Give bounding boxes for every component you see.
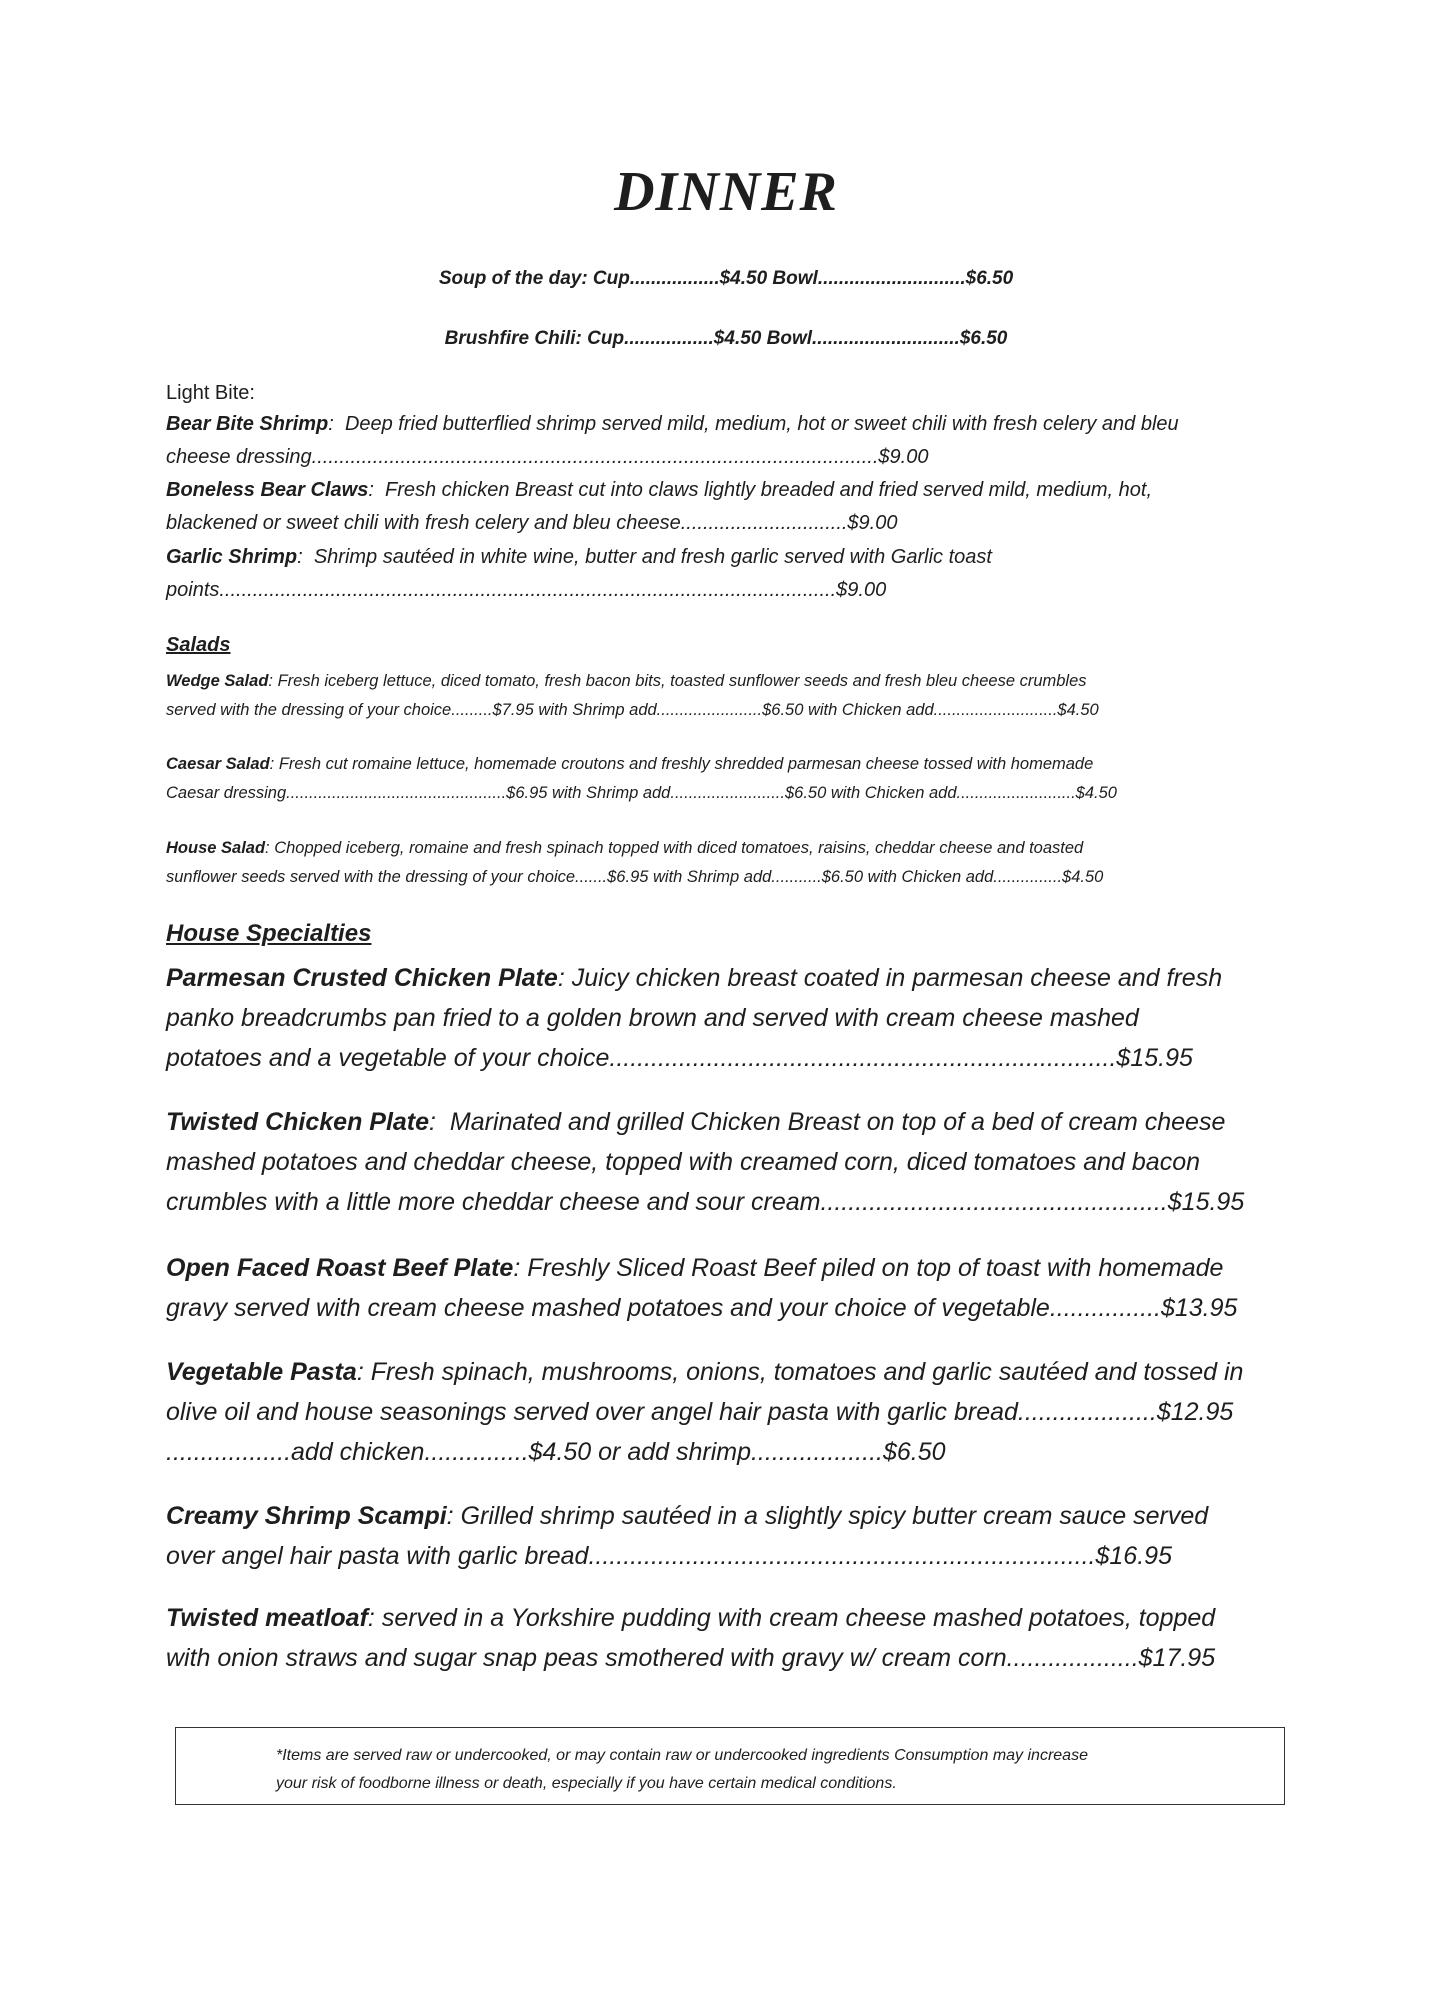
specialty-item: Twisted Chicken Plate: Marinated and grilled Chicken Breast on top of a bed of cream cheese mashed potatoes and cheddar cheese, topped with creamed corn, diced tomatoes and bacon crumbles with a little more cheddar cheese and sour cream..................................................$15.95 [166, 1102, 1316, 1222]
item-description: Fresh cut romaine lettuce, homemade croutons and freshly shredded parmesan cheese tossed with homemade [278, 755, 1094, 773]
specialty-item: Parmesan Crusted Chicken Plate: Juicy chicken breast coated in parmesan cheese and fresh panko breadcrumbs pan fried to a golden brown and served with cream cheese mashed potatoes and a vegetable of your choice.........................................................................$15.95 [166, 958, 1316, 1078]
salad-item: Caesar Salad: Fresh cut romaine lettuce, homemade croutons and freshly shredded parmesan cheese tossed with homemade Caesar dressing................................................$6.95 with Shrimp add.........................$6.50 with Chicken add..........................$4.50 [166, 750, 1316, 808]
item-description-cont: Caesar dressing................................................$6.95 with Shrimp add.........................$6.50 with Chicken add..........................$4.50 [166, 784, 1117, 802]
item-description-cont: mashed potatoes and cheddar cheese, topped with creamed corn, diced tomatoes and bacon [166, 1148, 1201, 1176]
item-description-cont: ..................add chicken...............$4.50 or add shrimp...................$6.50 [166, 1438, 946, 1466]
item-name: Parmesan Crusted Chicken Plate [166, 964, 558, 992]
item-description: Freshly Sliced Roast Beef piled on top of toast with homemade [527, 1254, 1224, 1282]
specialty-item: Vegetable Pasta: Fresh spinach, mushrooms, onions, tomatoes and garlic sautéed and tossed in olive oil and house seasonings served over angel hair pasta with garlic bread....................$12.95 ..................add chicken...............$4.50 or add shrimp...................$6.50 [166, 1352, 1316, 1472]
item-name: Garlic Shrimp [166, 546, 298, 568]
item-description: Chopped iceberg, romaine and fresh spinach topped with diced tomatoes, raisins, cheddar cheese and toasted [274, 839, 1084, 857]
item-description: Marinated and grilled Chicken Breast on top of a bed of cream cheese [449, 1108, 1226, 1136]
item-description: Fresh spinach, mushrooms, onions, tomatoes and garlic sautéed and tossed in [370, 1358, 1244, 1386]
item-description-cont: sunflower seeds served with the dressing of your choice.......$6.95 with Shrimp add...........$6.50 with Chicken add...............$4.50 [166, 868, 1104, 886]
item-name: Bear Bite Shrimp [166, 413, 329, 435]
item-description-cont: panko breadcrumbs pan fried to a golden brown and served with cream cheese mashed [166, 1004, 1139, 1032]
item-description-cont: olive oil and house seasonings served over angel hair pasta with garlic bread....................$12.95 [166, 1398, 1234, 1426]
item-description: Deep fried butterflied shrimp served mild, medium, hot or sweet chili with fresh celery and bleu [344, 413, 1179, 435]
item-description-cont: over angel hair pasta with garlic bread.........................................................................$16.95 [166, 1542, 1172, 1570]
food-safety-notice [175, 1727, 1285, 1805]
chili-line: Brushfire Chili: Cup.................$4.50 Bowl............................$6.50 [444, 328, 1008, 349]
item-description-cont: gravy served with cream cheese mashed potatoes and your choice of vegetable................$13.95 [166, 1294, 1238, 1322]
item-name: Caesar Salad [166, 755, 270, 773]
item-description: Shrimp sautéed in white wine, butter and fresh garlic served with Garlic toast [313, 546, 992, 568]
light-bite-item: Boneless Bear Claws: Fresh chicken Breast cut into claws lightly breaded and fried served mild, medium, hot, blackened or sweet chili with fresh celery and bleu cheese..............................$9.00 [166, 474, 1296, 540]
notice-line: your risk of foodborne illness or death, especially if you have certain medical conditions. [276, 1775, 897, 1792]
salad-item: House Salad: Chopped iceberg, romaine and fresh spinach topped with diced tomatoes, raisins, cheddar cheese and toasted sunflower seeds served with the dressing of your choice.......$6.95 with Shrimp add...........$6.50 with Chicken add...............$4.50 [166, 834, 1316, 892]
item-description-cont: blackened or sweet chili with fresh celery and bleu cheese..............................$9.00 [166, 512, 898, 534]
item-name: Vegetable Pasta [166, 1358, 357, 1386]
item-name: Boneless Bear Claws [166, 479, 369, 501]
specialty-item: Open Faced Roast Beef Plate: Freshly Sliced Roast Beef piled on top of toast with homemade gravy served with cream cheese mashed potatoes and your choice of vegetable................$13.95 [166, 1248, 1316, 1328]
item-description: Grilled shrimp sautéed in a slightly spicy butter cream sauce served [460, 1502, 1209, 1530]
item-name: Twisted Chicken Plate [166, 1108, 430, 1136]
item-name: Twisted meatloaf [166, 1604, 368, 1632]
item-description-cont: cheese dressing......................................................................................................$9.00 [166, 446, 929, 468]
item-description: Fresh chicken Breast cut into claws lightly breaded and fried served mild, medium, hot, [385, 479, 1153, 501]
salads-heading: Salads [166, 634, 231, 656]
item-name: House Salad [166, 839, 266, 857]
light-bite-item: Bear Bite Shrimp: Deep fried butterflied shrimp served mild, medium, hot or sweet chili with fresh celery and bleu cheese dressing......................................................................................................$9.00 [166, 408, 1296, 474]
specialty-item: Twisted meatloaf: served in a Yorkshire pudding with cream cheese mashed potatoes, topped with onion straws and sugar snap peas smothered with gravy w/ cream corn...................$17.95 [166, 1598, 1316, 1678]
item-description: served in a Yorkshire pudding with cream cheese mashed potatoes, topped [381, 1604, 1216, 1632]
notice-line: *Items are served raw or undercooked, or may contain raw or undercooked ingredients Consumption may increase [276, 1747, 1088, 1764]
item-name: Open Faced Roast Beef Plate [166, 1254, 514, 1282]
item-description-cont: with onion straws and sugar snap peas smothered with gravy w/ cream corn...................$17.95 [166, 1644, 1216, 1672]
item-description: Juicy chicken breast coated in parmesan cheese and fresh [571, 964, 1223, 992]
house-specialties-heading: House Specialties [166, 920, 372, 947]
menu-title: DINNER [614, 161, 838, 223]
item-name: Creamy Shrimp Scampi [166, 1502, 447, 1530]
salad-item: Wedge Salad: Fresh iceberg lettuce, diced tomato, fresh bacon bits, toasted sunflower seeds and fresh bleu cheese crumbles served with the dressing of your choice.........$7.95 with Shrimp add.......................$6.50 with Chicken add...........................$4.50 [166, 667, 1316, 725]
light-bite-item: Garlic Shrimp: Shrimp sautéed in white wine, butter and fresh garlic served with Garlic toast points...............................................................................................................$9.00 [166, 541, 1296, 607]
item-description-cont: crumbles with a little more cheddar cheese and sour cream..................................................$15.95 [166, 1188, 1245, 1216]
item-description-cont: potatoes and a vegetable of your choice.........................................................................$15.95 [166, 1044, 1193, 1072]
item-name: Wedge Salad [166, 672, 269, 690]
light-bite-heading: Light Bite: [166, 382, 255, 404]
item-description-cont: points...............................................................................................................$9.00 [166, 579, 887, 601]
item-description-cont: served with the dressing of your choice.........$7.95 with Shrimp add.......................$6.50 with Chicken add...........................$4.50 [166, 701, 1099, 719]
item-description: Fresh iceberg lettuce, diced tomato, fresh bacon bits, toasted sunflower seeds and fresh bleu cheese crumbles [277, 672, 1087, 690]
soup-line: Soup of the day: Cup.................$4.50 Bowl............................$6.50 [438, 268, 1014, 289]
specialty-item: Creamy Shrimp Scampi: Grilled shrimp sautéed in a slightly spicy butter cream sauce served over angel hair pasta with garlic bread.........................................................................$16.95 [166, 1496, 1316, 1576]
